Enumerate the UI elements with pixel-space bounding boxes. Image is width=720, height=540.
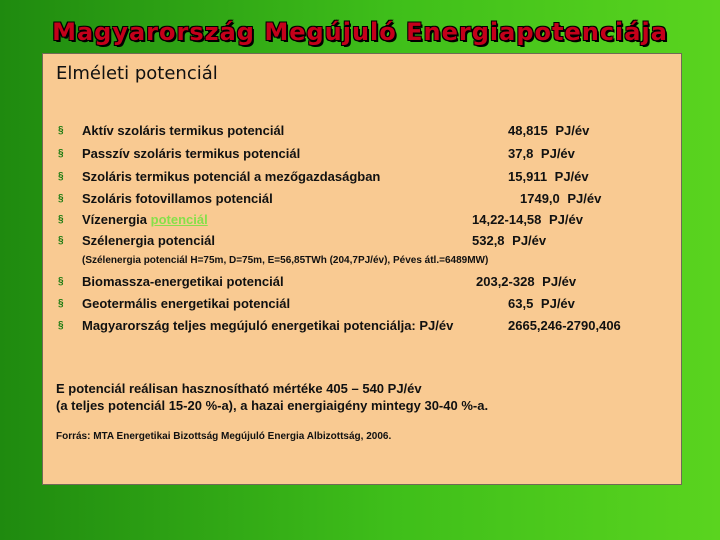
list-item-vizenergia (0, 212, 720, 232)
list-item-szelenergia (0, 233, 720, 253)
item-value: 48,815 PJ/év (508, 123, 590, 138)
source-note: Forrás: MTA Energetikai Bizottság Megújuló Energia Albizottság, 2006. (56, 431, 392, 442)
summary-line-2: (a teljes potenciál 15-20 %-a), a hazai energiaigény mintegy 30-40 %-a. (56, 398, 489, 413)
list-item-aktiv (0, 123, 720, 143)
item-label: Magyarország teljes megújuló energetikai potenciálja: PJ/év (82, 318, 454, 333)
item-label: Szélenergia potenciál (82, 233, 215, 248)
item-label: Aktív szoláris termikus potenciál (82, 123, 285, 138)
item-value: 2665,246-2790,406 (508, 318, 621, 333)
item-label: Passzív szoláris termikus potenciál (82, 146, 301, 161)
item-value: 37,8 PJ/év (508, 146, 575, 161)
summary-line-1: E potenciál reálisan hasznosítható mértéke 405 – 540 PJ/év (56, 381, 422, 396)
item-label (82, 212, 208, 227)
bullet-icon: § (58, 171, 64, 182)
item-label: Szoláris fotovillamos potenciál (82, 191, 273, 206)
list-item-geotermalis (0, 296, 720, 316)
content-panel (42, 53, 682, 485)
bullet-icon: § (58, 193, 64, 204)
item-value: 1749,0 PJ/év (520, 191, 602, 206)
potencial-link[interactable]: potenciál (150, 212, 208, 227)
bullet-icon: § (58, 125, 64, 136)
item-label: Szoláris termikus potenciál a mezőgazdaságban (82, 169, 381, 184)
bullet-icon: § (58, 148, 64, 159)
slide-title: Magyarország Megújuló Energiapotenciája (52, 18, 668, 46)
bullet-icon: § (58, 298, 64, 309)
summary (56, 380, 488, 414)
wind-note: (Szélenergia potenciál H=75m, D=75m, E=56,85TWh (204,7PJ/év), Péves átl.=6489MW) (82, 255, 489, 266)
item-value: 63,5 PJ/év (508, 296, 575, 311)
bullet-icon: § (58, 320, 64, 331)
subtitle: Elméleti potenciál (56, 63, 218, 84)
item-label-text: Vízenergia (82, 212, 151, 227)
list-item-biomassza (0, 274, 720, 294)
bullet-icon: § (58, 235, 64, 246)
list-item-mezogazdasag (0, 169, 720, 189)
list-item-fotovillamos (0, 191, 720, 211)
item-value: 203,2-328 PJ/év (476, 274, 577, 289)
item-value: 532,8 PJ/év (472, 233, 547, 248)
bullet-icon: § (58, 276, 64, 287)
list-item-teljes (0, 318, 720, 354)
item-value: 14,22-14,58 PJ/év (472, 212, 583, 227)
item-value: 15,911 PJ/év (508, 169, 589, 184)
bullet-icon: § (58, 214, 64, 225)
item-label: Geotermális energetikai potenciál (82, 296, 291, 311)
list-item-passziv (0, 146, 720, 166)
item-label: Biomassza-energetikai potenciál (82, 274, 284, 289)
